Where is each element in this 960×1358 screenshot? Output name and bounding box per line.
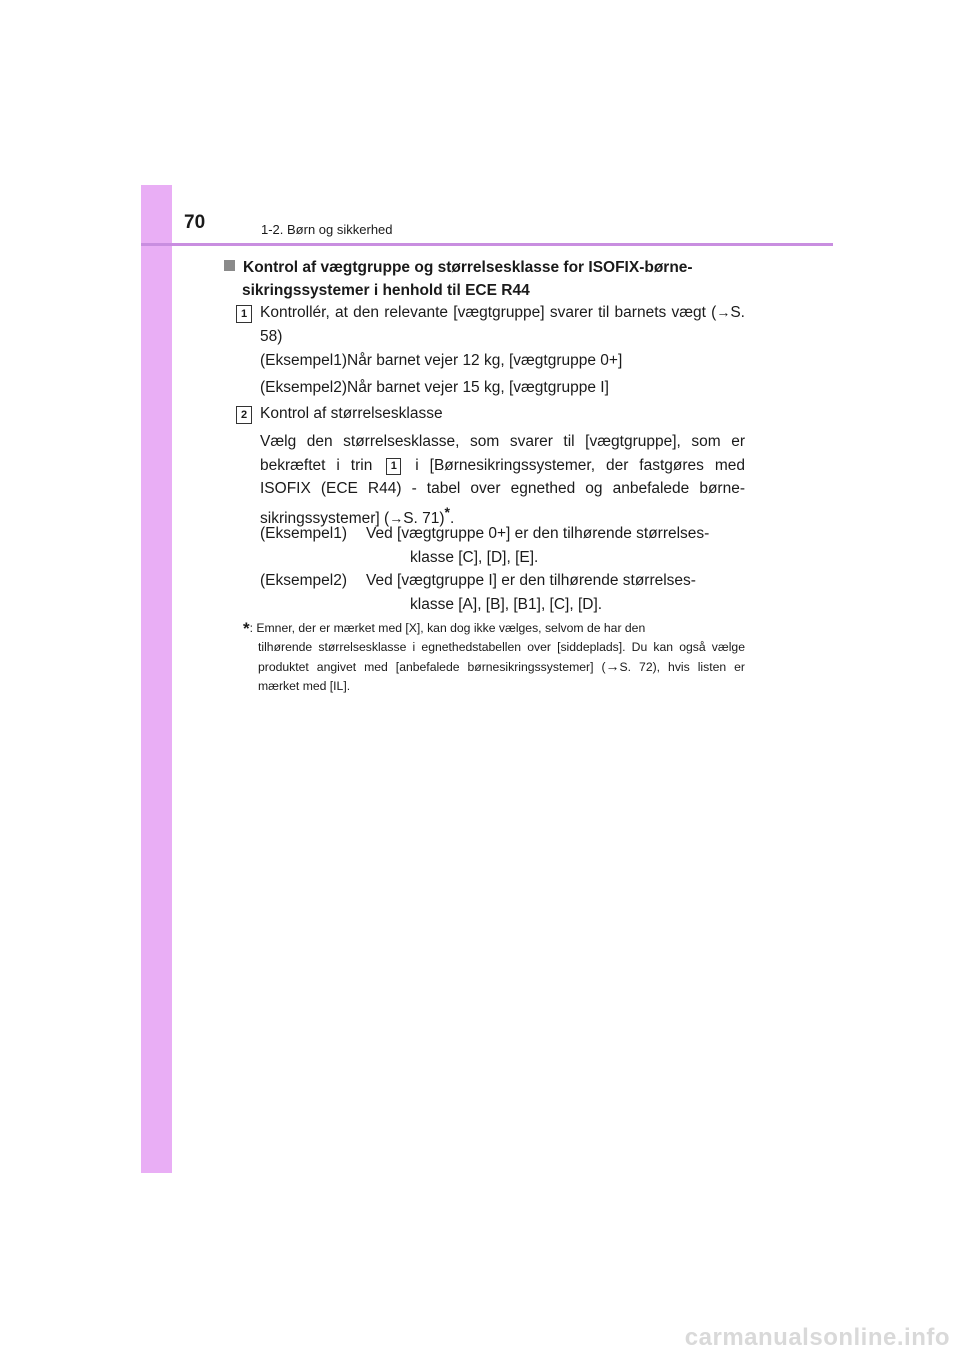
arrow-right-icon: → [605,658,620,674]
step-2-instruction-b: i [Børnesikringssystemer, der fastgøres med ISOFIX (ECE R44) - tabel over egnethed og anbefalede børne-sikringssystemer] ( [260,456,746,527]
footnote-asterisk: * [243,619,250,638]
example-text [366,522,745,569]
page-number: 70 [184,212,206,233]
inline-step-box: 1 [386,458,401,475]
asterisk-marker: * [444,503,450,520]
step-number-box: 2 [236,406,252,424]
page-reference: S. 58) [260,304,745,345]
example-line-1: Ved [vægtgruppe 0+] er den tilhørende størrelses- [366,525,710,542]
footnote [243,619,745,696]
example-line-2: klasse [A], [B], [B1], [C], [D]. [410,595,603,613]
example-text [366,569,745,616]
sentence-end: . [450,509,455,527]
step-2-text [260,430,745,530]
step-1-instruction: Kontrollér, at den relevante [vægtgruppe] svarer til barnets vægt ( [260,304,717,321]
watermark: carmanualsonline.info [684,1324,950,1351]
example-label: (Eksempel1) [260,525,347,542]
step-1-example-1: (Eksempel1)Når barnet vejer 12 kg, [vægtgruppe 0+] [260,352,623,369]
step-2-title: Kontrol af størrelsesklasse [260,405,443,422]
chapter-color-bar [141,185,172,1173]
step-1-text [260,301,745,348]
section-heading [224,256,745,302]
footnote-continuation [243,638,745,696]
footnote-reference: S. 72), hvis listen er mærket med [IL]. [258,660,745,693]
step-1-example-2: (Eksempel2)Når barnet vejer 15 kg, [vægtgruppe I] [260,379,609,396]
header-rule [141,243,833,246]
page-reference: S. 71) [403,509,445,527]
arrow-right-icon: → [389,509,404,526]
arrow-right-icon: → [716,304,731,320]
footnote-text: tilhørende størrelsesklasse i egnethedstabellen over [siddeplads]. Du kan også vælge produktet angivet med [anbefalede børnesikringssystemer] ( [258,640,745,674]
heading-line-2: sikringssystemer i henhold til ECE R44 [242,282,530,299]
footnote-line-1: : Emner, der er mærket med [X], kan dog ikke vælges, selvom de har den [249,621,646,635]
example-line-2: klasse [C], [D], [E]. [410,548,539,566]
example-label: (Eksempel2) [260,572,347,589]
step-2-instruction-a: Vælg den størrelsesklasse, som svarer til [vægtgruppe], som er bekræftet i trin [260,433,745,474]
example-line-1: Ved [vægtgruppe I] er den tilhørende størrelses- [366,572,696,589]
step-number-box: 1 [236,305,252,323]
heading-line-1: Kontrol af vægtgruppe og størrelsesklasse for ISOFIX-børne- [243,259,693,276]
section-title: 1-2. Børn og sikkerhed [261,222,393,237]
square-bullet-icon [224,260,235,271]
